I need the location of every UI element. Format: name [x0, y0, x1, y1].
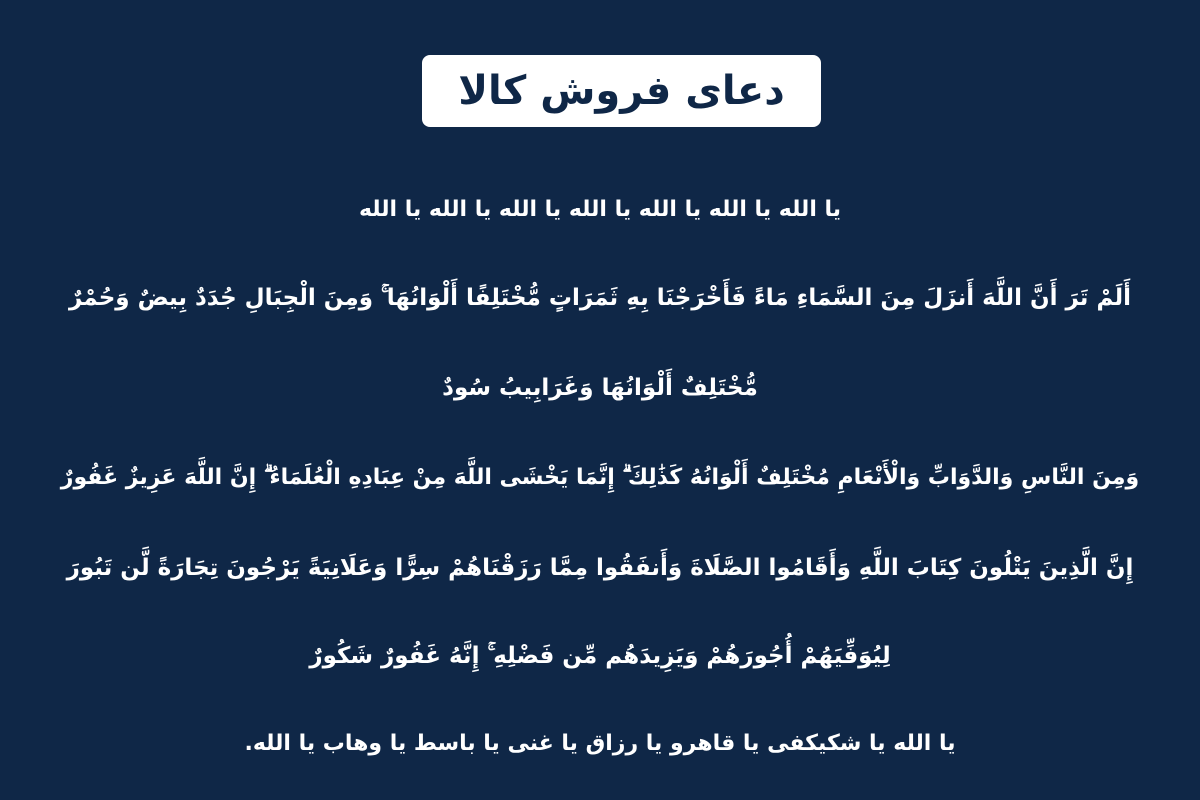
- title-box: [422, 55, 821, 127]
- verse-line-4: إِنَّ الَّذِينَ يَتْلُونَ كِتَابَ اللَّهِ وَأَقَامُوا الصَّلَاةَ وَأَنفَقُوا مِمَّا رَزَقْنَاهُمْ سِرًّا وَعَلَانِيَةً يَرْجُونَ تِجَارَةً لَّن تَبُورَ: [66, 555, 1134, 581]
- prayer-line-1: یا الله یا الله یا الله یا الله یا الله یا الله یا الله: [358, 197, 842, 222]
- verse-line-3: وَمِنَ النَّاسِ وَالدَّوَابِّ وَالْأَنْعَامِ مُخْتَلِفٌ أَلْوَانُهُ كَذَٰلِكَ ۗ إِنَّمَا يَخْشَى اللَّهَ مِنْ عِبَادِهِ الْعُلَمَاءُ ۗ إِنَّ اللَّهَ عَزِيزٌ غَفُورٌ: [60, 465, 1140, 490]
- prayer-line-2: یا الله یا شکیکفی یا قاهرو یا رزاق یا غنی یا باسط یا وهاب یا الله.: [244, 731, 956, 756]
- verse-line-1: أَلَمْ تَرَ أَنَّ اللَّهَ أَنزَلَ مِنَ السَّمَاءِ مَاءً فَأَخْرَجْنَا بِهِ ثَمَرَاتٍ مُّخْتَلِفًا أَلْوَانُهَا ۚ وَمِنَ الْجِبَالِ جُدَدٌ بِيضٌ وَحُمْرٌ: [68, 285, 1131, 311]
- verse-line-5: لِيُوَفِّيَهُمْ أُجُورَهُمْ وَيَزِيدَهُم مِّن فَضْلِهِ ۚ إِنَّهُ غَفُورٌ شَكُورٌ: [309, 643, 891, 669]
- verse-line-2: مُّخْتَلِفٌ أَلْوَانُهَا وَغَرَابِيبُ سُودٌ: [442, 375, 758, 401]
- page-title: دعای فروش کالا: [458, 68, 785, 114]
